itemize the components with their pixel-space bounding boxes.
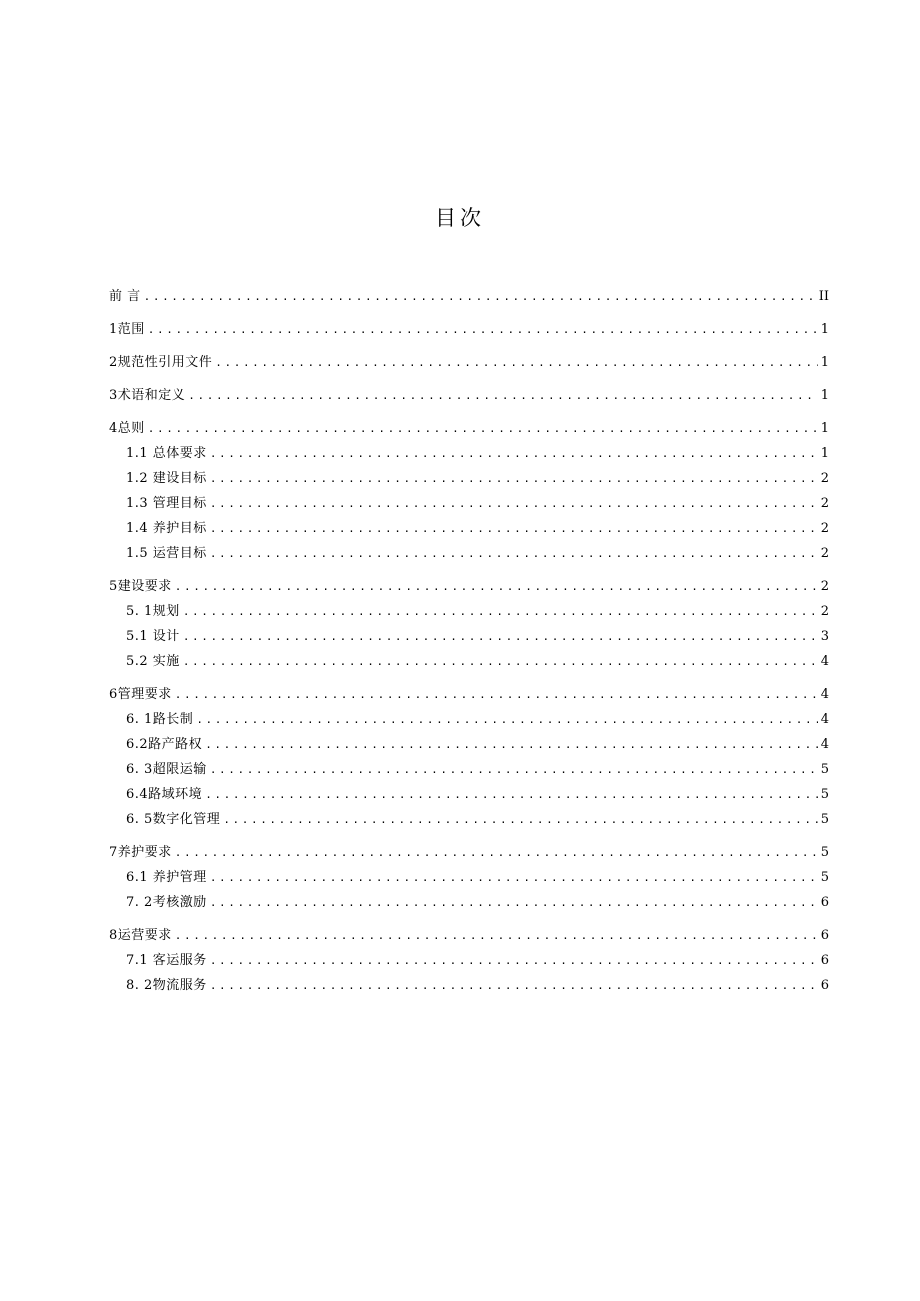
toc-entry-label: 7. 2考核激励 [126, 895, 207, 910]
toc-entry[interactable] [109, 923, 829, 948]
toc-entry-label: 7.1 客运服务 [126, 953, 207, 968]
toc-entry[interactable] [109, 516, 829, 541]
toc-entry-page-number: 6 [820, 895, 829, 910]
toc-entry[interactable] [109, 649, 829, 674]
toc-entry[interactable] [109, 466, 829, 491]
toc-entry[interactable] [109, 599, 829, 624]
toc-entry-page-number: 2 [820, 579, 829, 594]
toc-entry-label: 6.1 养护管理 [126, 870, 207, 885]
toc-dot-leader [210, 757, 818, 782]
toc-entry-label: 7养护要求 [109, 845, 172, 860]
toc-dot-leader [175, 682, 818, 707]
toc-entry-page-number: 5 [820, 870, 829, 885]
toc-entry[interactable] [109, 840, 829, 865]
toc-entry[interactable] [109, 707, 829, 732]
toc-entry-page-number: 4 [820, 654, 829, 669]
toc-entry-page-number: II [818, 289, 829, 304]
toc-entry-page-number: 6 [820, 953, 829, 968]
toc-entry-label: 6.2路产路权 [126, 737, 203, 752]
toc-entry-page-number: 4 [820, 712, 829, 727]
toc-entry[interactable] [109, 807, 829, 832]
toc-dot-leader [175, 840, 818, 865]
toc-entry-label: 8. 2物流服务 [126, 978, 207, 993]
toc-entry-page-number: 5 [820, 845, 829, 860]
toc-dot-leader [205, 782, 818, 807]
toc-dot-leader [175, 574, 818, 599]
toc-entry-label: 1范围 [109, 322, 145, 337]
toc-entry[interactable] [109, 865, 829, 890]
toc-dot-leader [210, 466, 818, 491]
toc-entry[interactable] [109, 441, 829, 466]
toc-dot-leader [210, 948, 818, 973]
toc-entry-label: 6. 1路长制 [126, 712, 194, 727]
toc-entry-label: 1.2 建设目标 [126, 471, 207, 486]
table-of-contents [109, 284, 829, 998]
toc-entry-page-number: 1 [820, 446, 829, 461]
toc-entry-page-number: 2 [820, 521, 829, 536]
toc-entry-label: 1.4 养护目标 [126, 521, 207, 536]
toc-entry-page-number: 4 [820, 687, 829, 702]
toc-entry[interactable] [109, 383, 829, 408]
toc-entry-page-number: 1 [820, 421, 829, 436]
toc-dot-leader [188, 383, 817, 408]
toc-entry[interactable] [109, 732, 829, 757]
toc-entry-label: 1.1 总体要求 [126, 446, 207, 461]
toc-entry[interactable] [109, 284, 829, 309]
toc-entry-page-number: 4 [820, 737, 829, 752]
toc-dot-leader [223, 807, 817, 832]
toc-entry-page-number: 5 [820, 812, 829, 827]
toc-entry-page-number: 6 [820, 978, 829, 993]
toc-dot-leader [148, 317, 818, 342]
toc-entry[interactable] [109, 416, 829, 441]
toc-entry-page-number: 3 [820, 629, 829, 644]
toc-entry-label: 6. 3超限运输 [126, 762, 207, 777]
toc-dot-leader [196, 707, 817, 732]
toc-entry-label: 5. 1规划 [126, 604, 180, 619]
toc-entry-page-number: 1 [820, 388, 829, 403]
toc-dot-leader [183, 624, 818, 649]
toc-entry[interactable] [109, 491, 829, 516]
toc-entry-label: 5建设要求 [109, 579, 172, 594]
toc-dot-leader [144, 284, 816, 309]
toc-entry-page-number: 1 [820, 322, 829, 337]
toc-entry-label: 4总则 [109, 421, 145, 436]
toc-entry-label: 6管理要求 [109, 687, 172, 702]
toc-dot-leader [210, 541, 818, 566]
toc-entry[interactable] [109, 624, 829, 649]
toc-entry[interactable] [109, 317, 829, 342]
toc-entry-page-number: 6 [820, 928, 829, 943]
toc-entry-label: 8运营要求 [109, 928, 172, 943]
toc-dot-leader [210, 865, 818, 890]
toc-dot-leader [210, 516, 818, 541]
toc-entry[interactable] [109, 890, 829, 915]
toc-dot-leader [215, 350, 817, 375]
toc-dot-leader [205, 732, 818, 757]
page-title: 目次 [435, 206, 485, 230]
toc-entry[interactable] [109, 782, 829, 807]
toc-entry-label: 2规范性引用文件 [109, 355, 213, 370]
toc-dot-leader [210, 441, 818, 466]
toc-entry-label: 6. 5数字化管理 [126, 812, 221, 827]
toc-dot-leader [148, 416, 818, 441]
toc-entry[interactable] [109, 541, 829, 566]
toc-entry-label: 5.1 设计 [126, 629, 180, 644]
toc-dot-leader [175, 923, 818, 948]
toc-dot-leader [210, 890, 818, 915]
toc-entry[interactable] [109, 948, 829, 973]
toc-entry-label: 前 言 [109, 289, 141, 304]
toc-entry[interactable] [109, 682, 829, 707]
toc-entry-label: 1.3 管理目标 [126, 496, 207, 511]
toc-entry[interactable] [109, 350, 829, 375]
toc-dot-leader [183, 649, 818, 674]
toc-dot-leader [183, 599, 818, 624]
toc-entry-label: 6.4路域环境 [126, 787, 203, 802]
toc-entry-page-number: 2 [820, 471, 829, 486]
toc-entry[interactable] [109, 574, 829, 599]
toc-entry-label: 3术语和定义 [109, 388, 186, 403]
toc-entry-page-number: 2 [820, 496, 829, 511]
toc-entry-page-number: 2 [820, 546, 829, 561]
toc-entry[interactable] [109, 757, 829, 782]
toc-entry-page-number: 5 [820, 787, 829, 802]
toc-entry[interactable] [109, 973, 829, 998]
toc-entry-page-number: 2 [820, 604, 829, 619]
toc-entry-label: 1.5 运营目标 [126, 546, 207, 561]
toc-entry-page-number: 1 [820, 355, 829, 370]
toc-dot-leader [210, 491, 818, 516]
toc-dot-leader [210, 973, 818, 998]
toc-entry-page-number: 5 [820, 762, 829, 777]
toc-entry-label: 5.2 实施 [126, 654, 180, 669]
